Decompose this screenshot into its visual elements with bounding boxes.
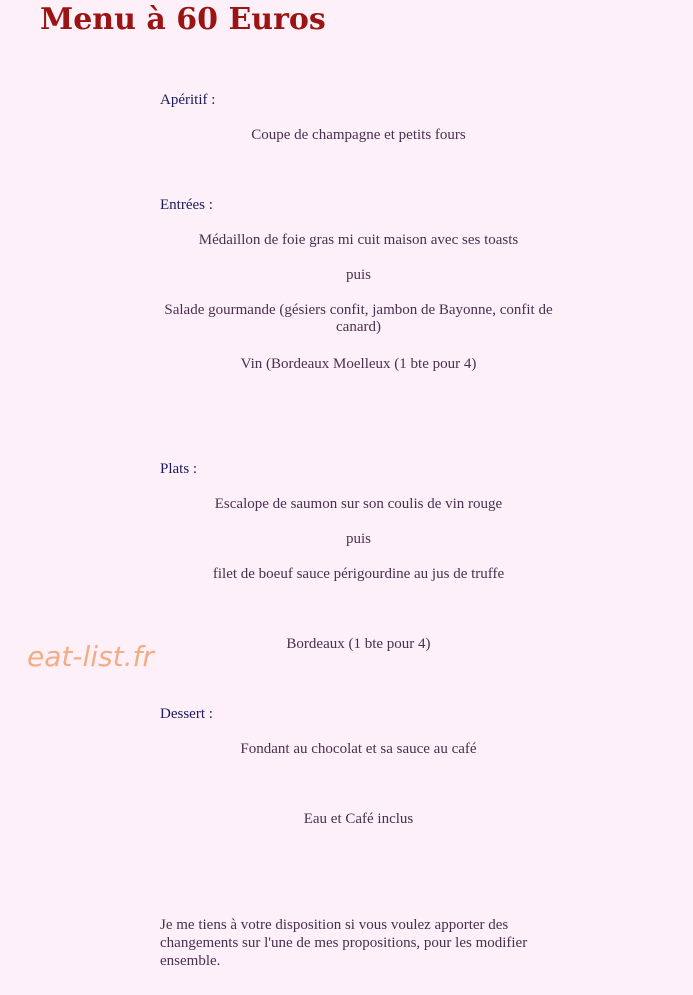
- page-title: Menu à 60 Euros: [40, 2, 326, 37]
- section-entrees-label: Entrées :: [160, 197, 213, 213]
- menu-item: Coupe de champagne et petits fours: [251, 127, 466, 143]
- menu-item: Salade gourmande (gésiers confit, jambon de Bayonne, confit de canard): [164, 302, 553, 335]
- menu-item: puis: [345, 267, 371, 283]
- menu-item: puis: [345, 531, 371, 547]
- section-aperitif-label: Apéritif :: [160, 92, 216, 108]
- menu-item: Fondant au chocolat et sa sauce au café: [240, 741, 477, 757]
- closing-note: Je me tiens à votre disposition si vous voulez apporter des changements sur l'une de mes propositions, pour les modifier ensemble.: [160, 917, 528, 969]
- menu-item: Vin (Bordeaux Moelleux (1 bte pour 4): [240, 356, 477, 372]
- menu-item: Escalope de saumon sur son coulis de vin rouge: [214, 496, 503, 512]
- menu-item: Eau et Café inclus: [303, 811, 414, 827]
- menu-item: Bordeaux (1 bte pour 4): [286, 636, 431, 652]
- menu-item: filet de boeuf sauce périgourdine au jus de truffe: [212, 566, 505, 582]
- menu-item: Médaillon de foie gras mi cuit maison avec ses toasts: [198, 232, 519, 248]
- section-dessert-label: Dessert :: [160, 706, 213, 722]
- section-plats-label: Plats :: [160, 461, 198, 477]
- watermark-logo: eat-list.fr: [27, 640, 154, 673]
